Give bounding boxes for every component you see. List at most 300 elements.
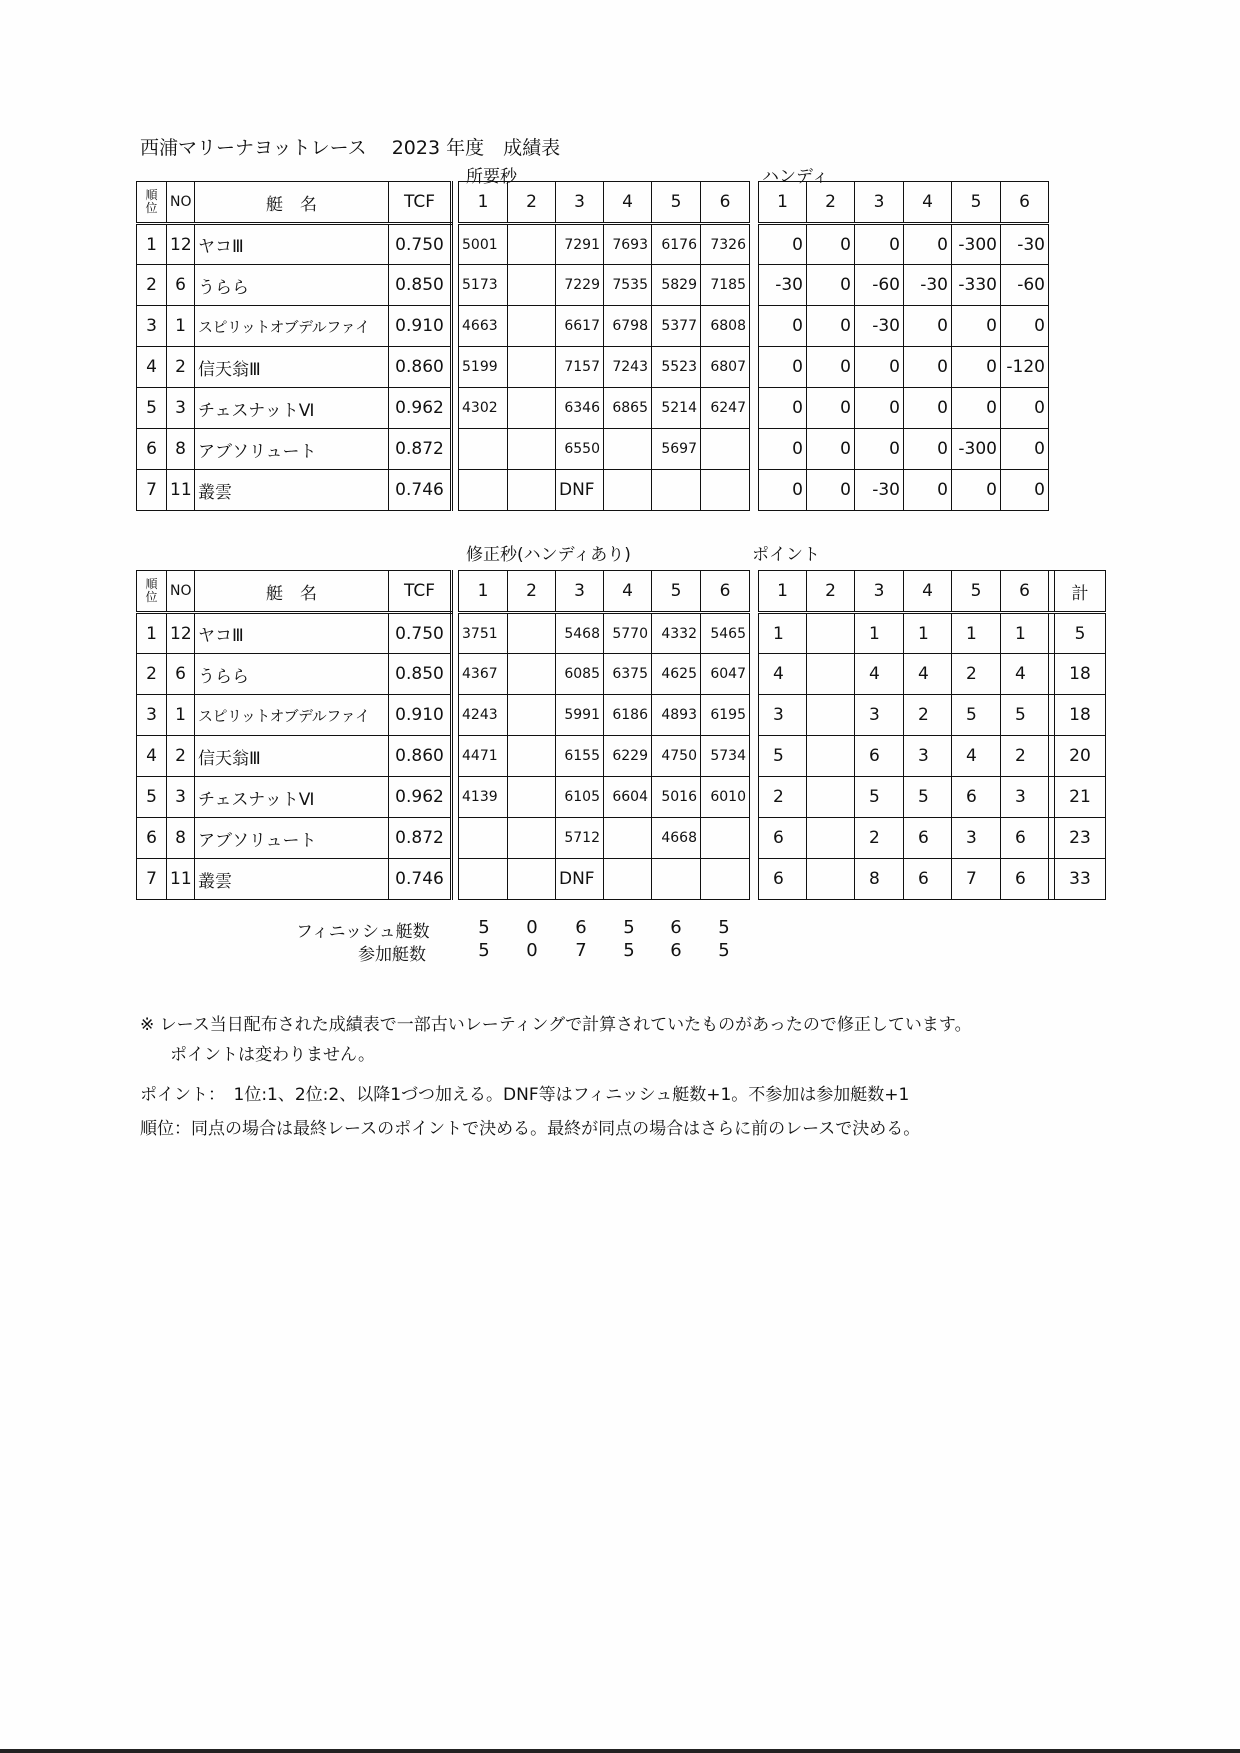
corrected-race-4-cell: 6604 [604,777,652,818]
points-race-6-cell: 6 [1001,859,1049,900]
header-row [137,571,750,613]
race-3-header: 3 [855,182,904,224]
handicap-race-3-cell: 0 [855,224,904,265]
boat-row [137,265,750,306]
corrected-race-6-cell: 5734 [701,736,750,777]
race-6-header: 6 [701,571,750,613]
points-race-4-cell: 3 [904,736,952,777]
points-race-3-cell: 3 [855,695,904,736]
column-gap [452,347,459,388]
corrected-race-4-cell [604,859,652,900]
points-race-3-cell: 4 [855,654,904,695]
column-gap [452,571,459,613]
race-1-header: 1 [759,571,807,613]
finish-race-2: 0 [526,917,538,938]
elapsed-race-4-cell [604,429,652,470]
handicap-race-4-cell: 0 [904,429,952,470]
handicap-race-6-cell: -60 [1001,265,1049,306]
column-gap [452,388,459,429]
race-4-header: 4 [604,571,652,613]
points-race-5-cell: 2 [952,654,1001,695]
elapsed-race-6-cell: 6808 [701,306,750,347]
boat-row [759,265,1049,306]
handicap-race-4-cell: 0 [904,347,952,388]
boat-name-cell: スピリットオブデルファイ [195,695,389,736]
corrected-race-6-cell: 6047 [701,654,750,695]
total-cell: 20 [1055,736,1106,777]
boat-no-cell: 8 [167,429,195,470]
handicap-race-3-cell: -60 [855,265,904,306]
boat-name-header: 艇 名 [195,182,389,224]
handicap-race-2-cell: 0 [807,265,855,306]
boat-name-cell: 信天翁Ⅲ [195,736,389,777]
points-race-4-cell: 1 [904,613,952,654]
handicap-race-3-cell: -30 [855,470,904,511]
handicap-race-2-cell: 0 [807,429,855,470]
handicap-race-6-cell: 0 [1001,388,1049,429]
handicap-race-6-cell: 0 [1001,429,1049,470]
corrected-race-6-cell: 5465 [701,613,750,654]
race-4-header: 4 [604,182,652,224]
points-race-1-cell: 5 [759,736,807,777]
handicap-race-2-cell: 0 [807,306,855,347]
points-rule: ポイント： 1位:1、2位:2、以降1づつ加える。DNF等はフィニッシュ艇数+1。不参加は参加艇数+1 [140,1085,910,1105]
handicap-race-1-cell: 0 [759,429,807,470]
corrected-race-3-cell: 6085 [556,654,604,695]
rank-cell: 2 [137,265,167,306]
points-race-4-cell: 5 [904,777,952,818]
points-race-1-cell: 6 [759,859,807,900]
corrected-race-4-cell: 5770 [604,613,652,654]
elapsed-race-2-cell [508,224,556,265]
elapsed-race-6-cell: 7185 [701,265,750,306]
boat-name-cell: ヤコⅢ [195,224,389,265]
elapsed-race-4-cell: 7693 [604,224,652,265]
boat-row [137,613,750,654]
points-race-5-cell: 6 [952,777,1001,818]
points-race-6-cell: 4 [1001,654,1049,695]
boat-no-cell: 3 [167,777,195,818]
points-race-2-cell [807,818,855,859]
column-gap [452,859,459,900]
boat-row [137,388,750,429]
entry-race-6: 5 [718,940,730,961]
elapsed-race-3-cell: 6346 [556,388,604,429]
corrected-race-3-cell: DNF [556,859,604,900]
elapsed-race-6-cell: 6807 [701,347,750,388]
race-5-header: 5 [652,182,701,224]
elapsed-race-5-cell: 6176 [652,224,701,265]
handicap-race-1-cell: 0 [759,347,807,388]
boat-no-cell: 2 [167,736,195,777]
handicap-race-6-cell: 0 [1001,306,1049,347]
handicap-race-1-cell: 0 [759,306,807,347]
boat-row [137,347,750,388]
boat-row [137,818,750,859]
boat-no-cell: 6 [167,654,195,695]
points-race-1-cell: 1 [759,613,807,654]
corrected-section-label: 修正秒(ハンディあり) [466,545,631,565]
elapsed-race-4-cell: 6865 [604,388,652,429]
rank-cell: 1 [137,613,167,654]
elapsed-race-1-cell: 5001 [459,224,508,265]
elapsed-race-1-cell [459,470,508,511]
column-gap [452,654,459,695]
boat-row [759,347,1049,388]
race-5-header: 5 [952,182,1001,224]
elapsed-race-6-cell [701,470,750,511]
rank-cell: 5 [137,388,167,429]
points-race-3-cell: 6 [855,736,904,777]
elapsed-race-6-cell: 7326 [701,224,750,265]
points-race-2-cell [807,859,855,900]
boat-row [137,429,750,470]
race-3-header: 3 [556,571,604,613]
points-race-1-cell: 4 [759,654,807,695]
points-race-2-cell [807,695,855,736]
elapsed-race-3-cell: 6617 [556,306,604,347]
race-1-header: 1 [759,182,807,224]
boat-name-cell: 叢雲 [195,470,389,511]
corrected-race-2-cell [508,695,556,736]
elapsed-race-1-cell: 5199 [459,347,508,388]
header-row [759,571,1106,613]
rank-cell: 6 [137,429,167,470]
race-2-header: 2 [508,571,556,613]
boat-name-cell: スピリットオブデルファイ [195,306,389,347]
tcf-header: TCF [389,182,452,224]
corrected-race-5-cell [652,859,701,900]
boat-row [137,859,750,900]
column-gap [452,429,459,470]
total-cell: 5 [1055,613,1106,654]
elapsed-race-5-cell: 5523 [652,347,701,388]
tcf-cell: 0.962 [389,777,452,818]
boat-row [759,613,1106,654]
tcf-cell: 0.860 [389,736,452,777]
finish-race-6: 5 [718,917,730,938]
corrected-race-6-cell [701,859,750,900]
handicap-race-4-cell: -30 [904,265,952,306]
points-race-5-cell: 7 [952,859,1001,900]
column-gap [452,306,459,347]
boat-name-cell: 信天翁Ⅲ [195,347,389,388]
boat-name-cell: チェスナットⅥ [195,388,389,429]
elapsed-race-1-cell: 4302 [459,388,508,429]
rank-cell: 7 [137,470,167,511]
tcf-cell: 0.910 [389,695,452,736]
corrected-race-6-cell: 6195 [701,695,750,736]
points-table [758,570,1106,900]
corrected-race-1-cell: 4139 [459,777,508,818]
column-gap [452,224,459,265]
boat-no-cell: 2 [167,347,195,388]
corrected-race-4-cell [604,818,652,859]
elapsed-race-5-cell: 5214 [652,388,701,429]
elapsed-race-5-cell: 5377 [652,306,701,347]
corrected-race-2-cell [508,818,556,859]
boat-no-cell: 11 [167,470,195,511]
boat-name-cell: アブソリュート [195,818,389,859]
corrected-race-5-cell: 5016 [652,777,701,818]
points-race-1-cell: 3 [759,695,807,736]
elapsed-race-1-cell [459,429,508,470]
points-race-4-cell: 2 [904,695,952,736]
boat-no-cell: 3 [167,388,195,429]
handicap-race-5-cell: -300 [952,429,1001,470]
points-race-5-cell: 1 [952,613,1001,654]
boat-row [137,306,750,347]
corrected-race-1-cell: 4471 [459,736,508,777]
boat-no-cell: 12 [167,224,195,265]
boat-row [759,470,1049,511]
race-6-header: 6 [1001,182,1049,224]
boat-name-cell: うらら [195,654,389,695]
column-gap [452,470,459,511]
entry-race-4: 5 [623,940,635,961]
handicap-race-2-cell: 0 [807,224,855,265]
points-race-6-cell: 1 [1001,613,1049,654]
corrected-race-3-cell: 6105 [556,777,604,818]
elapsed-race-5-cell: 5829 [652,265,701,306]
boat-row [759,306,1049,347]
tcf-cell: 0.872 [389,429,452,470]
boat-name-cell: うらら [195,265,389,306]
handicap-race-5-cell: -330 [952,265,1001,306]
corrected-race-5-cell: 4750 [652,736,701,777]
corrected-race-3-cell: 5468 [556,613,604,654]
handicap-race-4-cell: 0 [904,470,952,511]
boat-no-cell: 12 [167,613,195,654]
points-race-3-cell: 5 [855,777,904,818]
corrected-race-1-cell [459,818,508,859]
column-gap [452,695,459,736]
rank-cell: 3 [137,695,167,736]
race-3-header: 3 [556,182,604,224]
race-3-header: 3 [855,571,904,613]
race-2-header: 2 [508,182,556,224]
boat-row [759,429,1049,470]
handicap-race-6-cell: 0 [1001,470,1049,511]
points-section-label: ポイント [752,545,820,565]
boat-row [137,654,750,695]
corrected-race-1-cell: 3751 [459,613,508,654]
race-4-header: 4 [904,571,952,613]
handicap-race-3-cell: 0 [855,388,904,429]
race-2-header: 2 [807,571,855,613]
elapsed-race-4-cell: 6798 [604,306,652,347]
column-gap [452,736,459,777]
boat-row [759,736,1106,777]
boat-row [759,654,1106,695]
race-5-header: 5 [952,571,1001,613]
race-2-header: 2 [807,182,855,224]
boat-no-cell: 8 [167,818,195,859]
race-4-header: 4 [904,182,952,224]
elapsed-race-4-cell: 7535 [604,265,652,306]
elapsed-race-1-cell: 5173 [459,265,508,306]
page-title: 西浦マリーナヨットレース 2023 年度 成績表 [140,137,561,159]
points-race-4-cell: 4 [904,654,952,695]
elapsed-race-3-cell: DNF [556,470,604,511]
elapsed-race-2-cell [508,429,556,470]
race-5-header: 5 [652,571,701,613]
elapsed-race-3-cell: 7157 [556,347,604,388]
entry-count-label: 参加艇数 [358,945,426,965]
elapsed-race-1-cell: 4663 [459,306,508,347]
corrected-race-2-cell [508,654,556,695]
total-cell: 21 [1055,777,1106,818]
handicap-race-3-cell: 0 [855,347,904,388]
finish-race-5: 6 [670,917,682,938]
corrected-race-5-cell: 4332 [652,613,701,654]
corrected-race-2-cell [508,777,556,818]
handicap-race-5-cell: 0 [952,388,1001,429]
rank-header: 順 位 [137,182,167,224]
correction-note-2: ポイントは変わりません。 [170,1045,376,1065]
boat-name-cell: 叢雲 [195,859,389,900]
points-race-4-cell: 6 [904,859,952,900]
elapsed-race-5-cell: 5697 [652,429,701,470]
elapsed-section-label: 所要秒 [466,167,517,187]
elapsed-race-4-cell [604,470,652,511]
boat-no-cell: 1 [167,306,195,347]
total-cell: 33 [1055,859,1106,900]
rank-cell: 5 [137,777,167,818]
handicap-race-6-cell: -120 [1001,347,1049,388]
rank-cell: 7 [137,859,167,900]
rank-header: 順 位 [137,571,167,613]
points-race-2-cell [807,736,855,777]
race-1-header: 1 [459,182,508,224]
tcf-cell: 0.850 [389,265,452,306]
boat-name-cell: ヤコⅢ [195,613,389,654]
tcf-cell: 0.746 [389,470,452,511]
elapsed-race-3-cell: 6550 [556,429,604,470]
handicap-race-1-cell: -30 [759,265,807,306]
header-row [759,182,1049,224]
handicap-section-label: ハンディ [762,167,829,187]
finish-race-1: 5 [478,917,490,938]
corrected-race-1-cell: 4367 [459,654,508,695]
points-race-2-cell [807,777,855,818]
tcf-cell: 0.872 [389,818,452,859]
points-race-6-cell: 6 [1001,818,1049,859]
points-race-6-cell: 3 [1001,777,1049,818]
entry-race-3: 7 [575,940,587,961]
corrected-race-2-cell [508,736,556,777]
tcf-header: TCF [389,571,452,613]
tcf-cell: 0.850 [389,654,452,695]
tcf-cell: 0.750 [389,224,452,265]
handicap-race-4-cell: 0 [904,224,952,265]
finish-race-4: 5 [623,917,635,938]
corrected-race-3-cell: 5991 [556,695,604,736]
boat-row [137,470,750,511]
rank-cell: 6 [137,818,167,859]
handicap-race-2-cell: 0 [807,470,855,511]
elapsed-race-6-cell: 6247 [701,388,750,429]
rank-cell: 1 [137,224,167,265]
elapsed-race-2-cell [508,306,556,347]
handicap-table [758,181,1049,511]
correction-note: ※ レース当日配布された成績表で一部古いレーティングで計算されていたものがあったので修正しています。 [140,1015,972,1035]
boat-no-cell: 11 [167,859,195,900]
points-race-2-cell [807,613,855,654]
boat-row [759,224,1049,265]
corrected-race-3-cell: 6155 [556,736,604,777]
boat-name-cell: チェスナットⅥ [195,777,389,818]
column-gap [452,613,459,654]
elapsed-race-6-cell [701,429,750,470]
entry-race-2: 0 [526,940,538,961]
boat-name-header: 艇 名 [195,571,389,613]
total-cell: 23 [1055,818,1106,859]
rank-cell: 3 [137,306,167,347]
race-1-header: 1 [459,571,508,613]
elapsed-race-3-cell: 7229 [556,265,604,306]
boat-row [137,224,750,265]
tcf-cell: 0.750 [389,613,452,654]
points-race-1-cell: 6 [759,818,807,859]
points-race-3-cell: 2 [855,818,904,859]
corrected-race-6-cell [701,818,750,859]
elapsed-table [136,181,750,511]
corrected-table [136,570,750,900]
finish-count-label: フィニッシュ艇数 [296,922,430,942]
total-cell: 18 [1055,695,1106,736]
boat-row [759,388,1049,429]
handicap-race-2-cell: 0 [807,388,855,429]
boat-name-cell: アブソリュート [195,429,389,470]
boat-row [137,736,750,777]
elapsed-race-5-cell [652,470,701,511]
corrected-race-2-cell [508,859,556,900]
rank-cell: 4 [137,736,167,777]
points-race-2-cell [807,654,855,695]
handicap-race-5-cell: 0 [952,470,1001,511]
rank-cell: 2 [137,654,167,695]
total-cell: 18 [1055,654,1106,695]
points-race-5-cell: 5 [952,695,1001,736]
corrected-race-4-cell: 6375 [604,654,652,695]
points-race-3-cell: 8 [855,859,904,900]
corrected-race-5-cell: 4668 [652,818,701,859]
corrected-race-4-cell: 6229 [604,736,652,777]
tcf-cell: 0.860 [389,347,452,388]
elapsed-race-4-cell: 7243 [604,347,652,388]
corrected-race-1-cell [459,859,508,900]
entry-race-1: 5 [478,940,490,961]
handicap-race-3-cell: -30 [855,306,904,347]
column-gap [452,182,459,224]
tcf-cell: 0.962 [389,388,452,429]
tcf-cell: 0.910 [389,306,452,347]
tcf-cell: 0.746 [389,859,452,900]
corrected-race-5-cell: 4625 [652,654,701,695]
elapsed-race-2-cell [508,265,556,306]
points-race-5-cell: 4 [952,736,1001,777]
points-race-1-cell: 2 [759,777,807,818]
handicap-race-5-cell: -300 [952,224,1001,265]
finish-race-3: 6 [575,917,587,938]
handicap-race-3-cell: 0 [855,429,904,470]
elapsed-race-2-cell [508,347,556,388]
boat-row [759,777,1106,818]
entry-race-5: 6 [670,940,682,961]
corrected-race-4-cell: 6186 [604,695,652,736]
handicap-race-4-cell: 0 [904,388,952,429]
